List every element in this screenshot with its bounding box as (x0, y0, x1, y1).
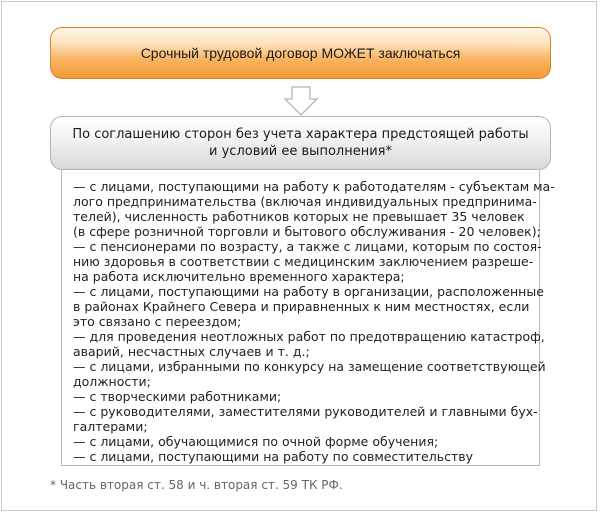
list-line: — с лицами, поступающими на работу к работодателям - субъектам ма- (73, 179, 555, 194)
list-line: — с лицами, обучающимися по очной форме обучения; (73, 434, 439, 449)
condition-line-1: По соглашению сторон без учета характера предстоящей работы (72, 127, 529, 142)
list-line: — для проведения неотложных работ по предотвращению катастроф, (73, 329, 545, 344)
list-line: лого предпринимательства (включая индивидуальных предпринима- (73, 194, 537, 209)
list-line: — с лицами, поступающими на работу по совместительству (73, 449, 473, 464)
list-line: — с творческими работниками; (73, 389, 282, 404)
list-line: — с руководителями, заместителями руководителей и главными бух- (73, 404, 538, 419)
list-line: телей), численность работников которых не превышает 35 человек (73, 209, 525, 224)
list-line: нию здоровья в соответствии с медицинским заключением разреше- (73, 254, 534, 269)
list-line: галтерами; (73, 419, 148, 434)
down-arrow-icon (283, 86, 319, 116)
list-line: должности; (73, 374, 151, 389)
condition-line-2: и условий ее выполнения* (209, 144, 392, 159)
footnote: * Часть вторая ст. 58 и ч. вторая ст. 59 ТК РФ. (50, 478, 343, 492)
list-line: (в сфере розничной торговли и бытового обслуживания - 20 человек); (73, 224, 541, 239)
title-box (50, 27, 551, 79)
list-line: на работа исключительно временного характера; (73, 269, 405, 284)
list-line: это связано с переездом; (73, 314, 242, 329)
list-line: в районах Крайнего Севера и приравненных к ним местностях, если (73, 299, 530, 314)
list-line: аварий, несчастных случаев и т. д.; (73, 344, 310, 359)
list-line: — с лицами, избранными по конкурсу на замещение соответствующей (73, 359, 546, 374)
list-line: — с лицами, поступающими на работу в организации, расположенные (73, 284, 544, 299)
title-text: Срочный трудовой договор МОЖЕТ заключаться (140, 45, 461, 61)
list-line: — с пенсионерами по возрасту, а также с лицами, которым по состоя- (73, 239, 542, 254)
condition-box (50, 116, 551, 170)
